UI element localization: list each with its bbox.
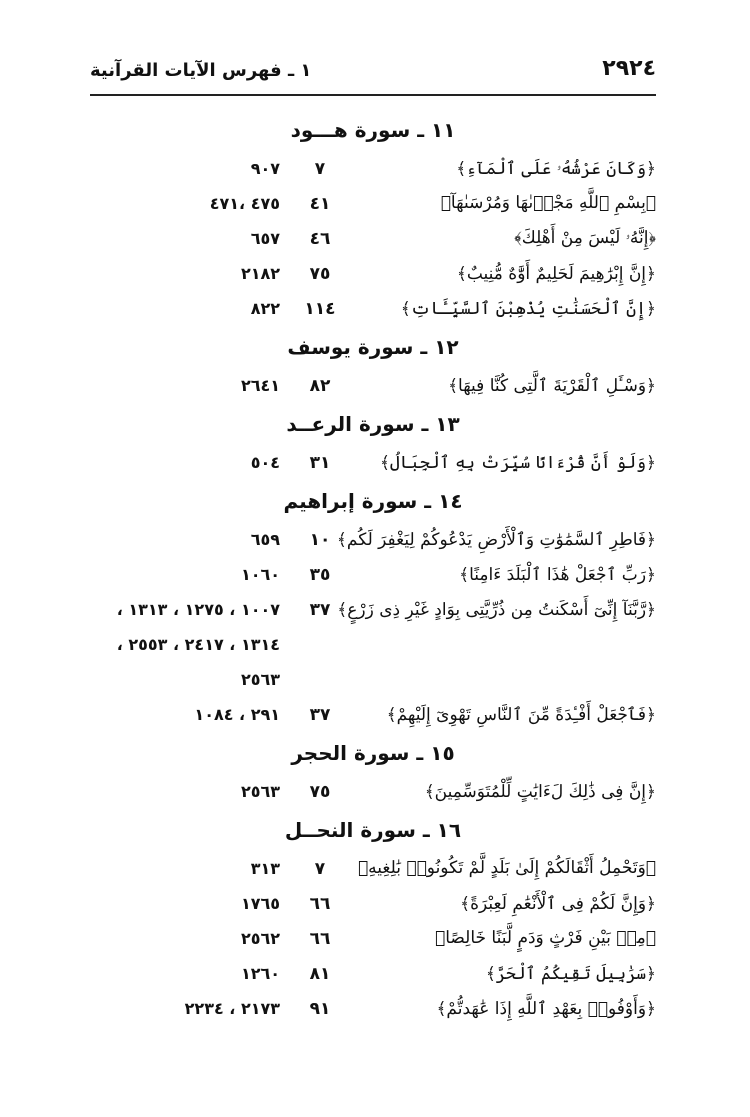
verse-text: ﴿بِسْمِ ٱللَّهِ مَجْر۪ىٰهَا وَمُرْسَىٰهَآ﴾ [440, 193, 656, 213]
verse-text: ﴿إِنَّ فِى ذَٰلِكَ لَءَايَٰتٍ لِّلْمُتَوَسِّمِينَ﴾ [424, 782, 656, 802]
surah-section [90, 735, 656, 812]
verse-row [90, 595, 656, 630]
page-references: ٥٠٤ [250, 453, 280, 472]
verse-row [90, 854, 656, 889]
verse-row [90, 959, 656, 994]
verse-row [90, 371, 656, 406]
surah-title: ١٢ ـ سورة يوسف [287, 335, 459, 359]
verse-row-continuation [90, 630, 656, 665]
ayah-number: ٣٧ [309, 600, 331, 620]
surah-title: ١٦ ـ سورة النحــل [284, 818, 462, 842]
verse-text: ﴿وَتَحْمِلُ أَثْقَالَكُمْ إِلَىٰ بَلَدٍ لَّمْ تَكُونُوا۟ بَٰلِغِيهِ﴾ [357, 858, 656, 878]
verse-row [90, 777, 656, 812]
ayah-number: ٨١ [309, 964, 331, 984]
surah-section [90, 112, 656, 329]
page-references: ١٢٦٠ [240, 964, 280, 983]
verse-text: ﴿إِنَّ إِبْرَٰهِيمَ لَحَلِيمٌ أَوَّٰهٌ مُّنِيبٌ﴾ [456, 264, 656, 284]
verse-row [90, 889, 656, 924]
verse-row [90, 259, 656, 294]
ayah-number: ٦٦ [309, 929, 331, 949]
page-references: ٢٩١ ، ١٠٨٤ [194, 705, 280, 724]
verse-text: ﴿وَإِنَّ لَكُمْ فِى ٱلْأَنْعَٰمِ لَعِبْرَةً﴾ [460, 894, 656, 914]
page-references: ٢١٨٢ [240, 264, 280, 283]
page-references: ٢٦٤١ [240, 376, 280, 395]
surah-heading [90, 406, 656, 448]
ayah-number: ١٠ [309, 530, 331, 550]
verse-row-continuation [90, 665, 656, 700]
ayah-number: ٨٢ [309, 376, 331, 396]
verse-row [90, 154, 656, 189]
surah-section [90, 329, 656, 406]
page-references: ١٧٦٥ [240, 894, 280, 913]
verse-row [90, 189, 656, 224]
surah-section [90, 406, 656, 483]
surah-title: ١٥ ـ سورة الحجر [291, 741, 455, 765]
verse-text: ﴿مِنۢ بَيْنِ فَرْثٍ وَدَمٍ لَّبَنًا خَالِصًا﴾ [435, 928, 656, 948]
page-references: ١٠٠٧ ، ١٢٧٥ ، ١٣١٣ ، [116, 600, 280, 619]
page-references: ٢٥٦٢ [240, 929, 280, 948]
surah-title: ١٣ ـ سورة الرعــد [286, 412, 460, 436]
surah-heading [90, 112, 656, 154]
ayah-number: ٦٦ [309, 894, 331, 914]
verse-text: ﴿إِنَّ ٱلْحَسَنَٰتِ يُذْهِبْنَ ٱلسَّيِّـَٔاتِ﴾ [400, 299, 656, 319]
surah-heading [90, 483, 656, 525]
page-references: ٢٥٦٣ [240, 782, 280, 801]
ayah-number: ٣١ [309, 453, 331, 473]
verse-row [90, 224, 656, 259]
page-references: ٤٧٥ ،٤٧١ [209, 194, 280, 213]
verse-text: ﴿فَاطِرِ ٱلسَّمَٰوَٰتِ وَٱلْأَرْضِ يَدْعُوكُمْ لِيَغْفِرَ لَكُم﴾ [336, 530, 656, 550]
ayah-number: ١١٤ [304, 299, 336, 319]
verse-text: ﴿فَٱجْعَلْ أَفْـِٔدَةً مِّنَ ٱلنَّاسِ تَهْوِىٓ إِلَيْهِمْ﴾ [386, 705, 656, 725]
surah-heading [90, 812, 656, 854]
surah-heading [90, 735, 656, 777]
page-references: ١٠٦٠ [240, 565, 280, 584]
surah-heading [90, 329, 656, 371]
page-references: ٢١٧٣ ، ٢٢٣٤ [184, 999, 280, 1018]
verse-row [90, 924, 656, 959]
surah-title: ١١ ـ سورة هـــود [290, 118, 456, 142]
ayah-number: ٣٥ [309, 565, 331, 585]
page-references: ١٣١٤ ، ٢٤١٧ ، ٢٥٥٣ ، [116, 635, 280, 654]
verse-row [90, 448, 656, 483]
page-references: ٨٢٢ [250, 299, 280, 318]
verse-row [90, 294, 656, 329]
ayah-number: ٧ [314, 159, 326, 179]
verse-text: ﴿سَرَٰبِيلَ تَقِيكُمُ ٱلْحَرَّ﴾ [485, 964, 656, 984]
ayah-number: ٣٧ [309, 705, 331, 725]
page-number: ٢٩٢٤ [602, 56, 656, 81]
ayah-number: ٧٥ [309, 782, 331, 802]
verse-row [90, 700, 656, 735]
ayah-number: ٩١ [309, 999, 331, 1019]
header-title: ١ ـ فهرس الآيات القرآنية [90, 60, 312, 81]
page-references: ٩٠٧ [250, 159, 280, 178]
verse-text: ﴿وَلَوْ أَنَّ قُرْءَانًا سُيِّرَتْ بِهِ ٱلْجِبَالُ﴾ [379, 453, 656, 473]
verse-index [90, 112, 656, 1029]
verse-row [90, 525, 656, 560]
verse-text: ﴿وَأَوْفُوا۟ بِعَهْدِ ٱللَّهِ إِذَا عَٰهَدتُّمْ﴾ [436, 999, 656, 1019]
ayah-number: ٧ [314, 859, 326, 879]
ayah-number: ٤٦ [309, 229, 331, 249]
page-references: ٣١٣ [250, 859, 280, 878]
verse-text: ﴿وَسْـَٔلِ ٱلْقَرْيَةَ ٱلَّتِى كُنَّا فِيهَا﴾ [448, 376, 656, 396]
page-references: ٦٥٧ [250, 229, 280, 248]
surah-section [90, 483, 656, 735]
verse-row [90, 994, 656, 1029]
page-references: ٢٥٦٣ [240, 670, 280, 689]
verse-row [90, 560, 656, 595]
verse-text: ﴿رَبِّ ٱجْعَلْ هَٰذَا ٱلْبَلَدَ ءَامِنًا﴾ [459, 565, 656, 585]
page-references: ٦٥٩ [250, 530, 280, 549]
surah-title: ١٤ ـ سورة إبراهيم [283, 489, 463, 513]
surah-section [90, 812, 656, 1029]
page-header [90, 52, 656, 96]
ayah-number: ٧٥ [309, 264, 331, 284]
verse-text: ﴿إِنَّهُۥ لَيْسَ مِنْ أَهْلِكَ﴾ [514, 228, 656, 248]
verse-text: ﴿رَّبَّنَآ إِنِّىٓ أَسْكَنتُ مِن ذُرِّيَّتِى بِوَادٍ غَيْرِ ذِى زَرْعٍ﴾ [337, 600, 656, 620]
verse-text: ﴿وَكَانَ عَرْشُهُۥ عَلَى ٱلْمَآءِ﴾ [456, 159, 656, 179]
ayah-number: ٤١ [309, 194, 331, 214]
